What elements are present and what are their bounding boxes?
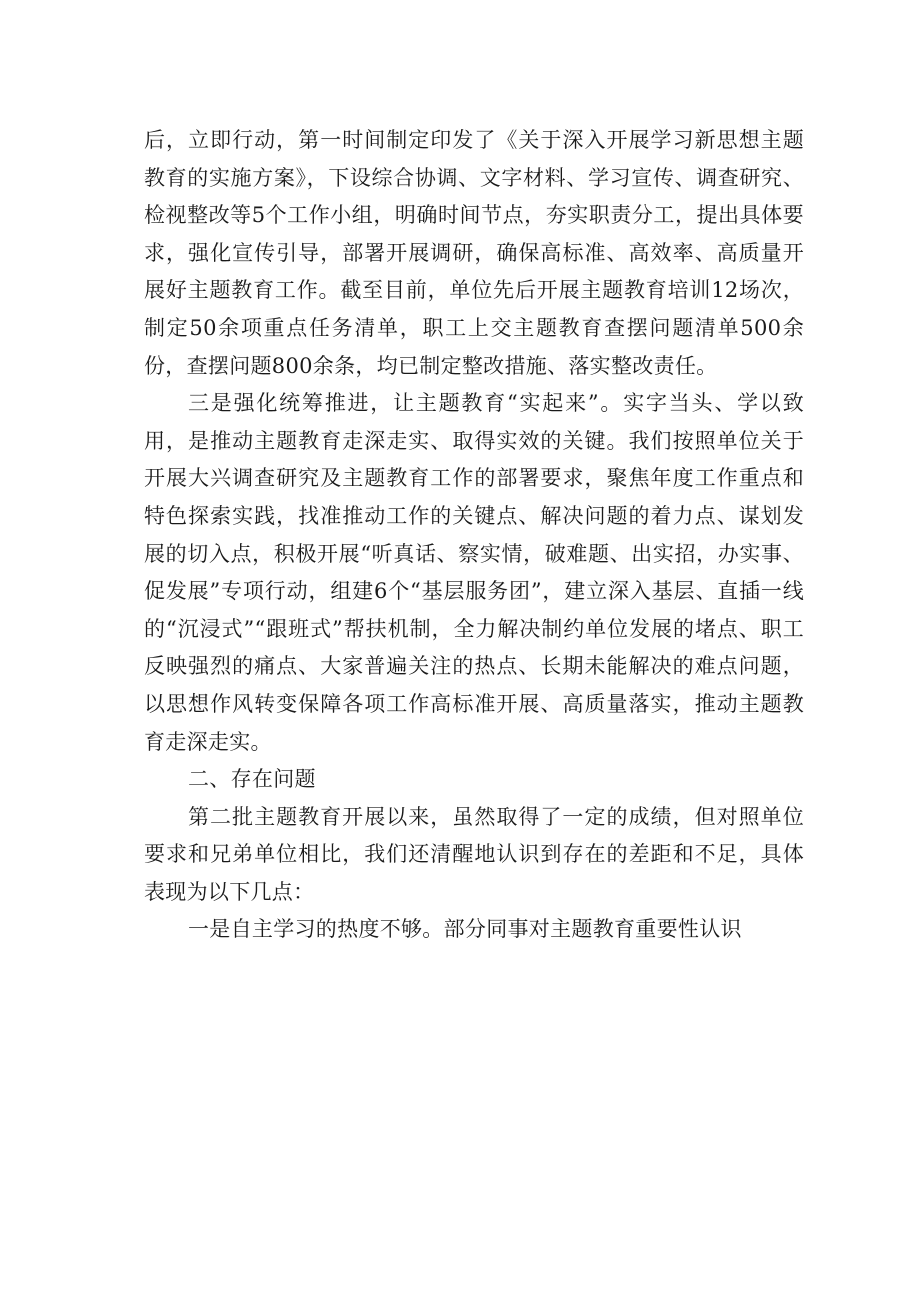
paragraph-problems-intro: 第二批主题教育开展以来，虽然取得了一定的成绩，但对照单位要求和兄弟单位相比，我们还清醒地认识到存在的差距和不足，具体表现为以下几点：	[144, 804, 804, 904]
section-heading-problems: 二、存在问题	[188, 767, 316, 792]
paragraph-point-three: 三是强化统筹推进，让主题教育“实起来”。实字当头、学以致用，是推动主题教育走深走实、取得实效的关键。我们按照单位关于开展大兴调查研究及主题教育工作的部署要求，聚焦年度工作重点和特色探索实践，找准推动工作的关键点、解决问题的着力点、谋划发展的切入点，积极开展“听真话、察实情，破难题、出实招，办实事、促发展”专项行动，组建6个“基层服务团”，建立深入基层、直插一线的“沉浸式”“跟班式”帮扶机制，全力解决制约单位发展的堵点、职工反映强烈的痛点、大家普遍关注的热点、长期未能解决的难点问题，以思想作风转变保障各项工作高标准开展、高质量落实，推动主题教育走深走实。	[144, 391, 804, 754]
document-body	[144, 122, 804, 949]
paragraph-problem-one: 一是自主学习的热度不够。部分同事对主题教育重要性认识	[188, 917, 742, 942]
paragraph-continuation: 后，立即行动，第一时间制定印发了《关于深入开展学习新思想主题教育的实施方案》，下设综合协调、文字材料、学习宣传、调查研究、检视整改等5个工作小组，明确时间节点，夯实职责分工，提出具体要求，强化宣传引导，部署开展调研，确保高标准、高效率、高质量开展好主题教育工作。截至目前，单位先后开展主题教育培训12场次，制定50余项重点任务清单，职工上交主题教育查摆问题清单500余份，查摆问题800余条，均已制定整改措施、落实整改责任。	[144, 128, 804, 378]
